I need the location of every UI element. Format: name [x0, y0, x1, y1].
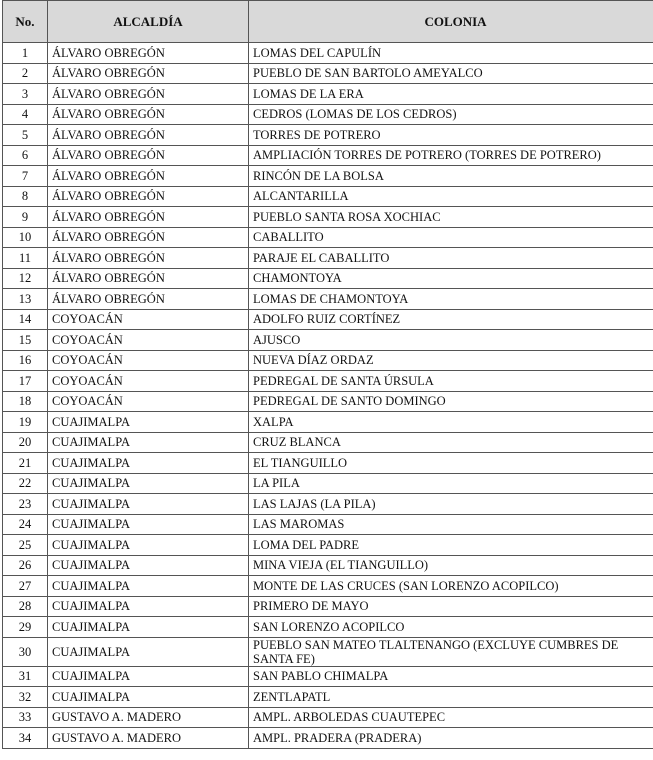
row-number: 10	[3, 227, 48, 248]
row-colonia: LOMA DEL PADRE	[249, 535, 653, 556]
table-row	[3, 617, 653, 638]
row-alcaldia: GUSTAVO A. MADERO	[48, 707, 249, 728]
row-colonia: PARAJE EL CABALLITO	[249, 248, 653, 269]
row-alcaldia: CUAJIMALPA	[48, 687, 249, 708]
row-number: 4	[3, 104, 48, 125]
row-alcaldia: CUAJIMALPA	[48, 555, 249, 576]
row-alcaldia: CUAJIMALPA	[48, 617, 249, 638]
row-number: 17	[3, 371, 48, 392]
table-row	[3, 166, 653, 187]
row-colonia: XALPA	[249, 412, 653, 433]
row-alcaldia: ÁLVARO OBREGÓN	[48, 145, 249, 166]
row-colonia: AMPLIACIÓN TORRES DE POTRERO (TORRES DE POTRERO)	[249, 145, 653, 166]
row-colonia: LAS MAROMAS	[249, 514, 653, 535]
row-colonia: LOMAS DE CHAMONTOYA	[249, 289, 653, 310]
row-alcaldia: CUAJIMALPA	[48, 473, 249, 494]
row-colonia: PUEBLO DE SAN BARTOLO AMEYALCO	[249, 63, 653, 84]
row-alcaldia: ÁLVARO OBREGÓN	[48, 84, 249, 105]
row-number: 3	[3, 84, 48, 105]
row-number: 18	[3, 391, 48, 412]
row-colonia: PEDREGAL DE SANTA ÚRSULA	[249, 371, 653, 392]
row-colonia: AJUSCO	[249, 330, 653, 351]
row-alcaldia: ÁLVARO OBREGÓN	[48, 289, 249, 310]
row-alcaldia: ÁLVARO OBREGÓN	[48, 166, 249, 187]
row-alcaldia: CUAJIMALPA	[48, 453, 249, 474]
row-colonia: AMPL. ARBOLEDAS CUAUTEPEC	[249, 707, 653, 728]
table-row	[3, 535, 653, 556]
row-number: 23	[3, 494, 48, 515]
row-number: 1	[3, 43, 48, 64]
row-alcaldia: CUAJIMALPA	[48, 596, 249, 617]
row-alcaldia: CUAJIMALPA	[48, 535, 249, 556]
table-row	[3, 576, 653, 597]
colonias-table	[2, 0, 653, 749]
row-colonia: MONTE DE LAS CRUCES (SAN LORENZO ACOPILCO)	[249, 576, 653, 597]
row-colonia: ADOLFO RUIZ CORTÍNEZ	[249, 309, 653, 330]
table-row	[3, 84, 653, 105]
table-row	[3, 104, 653, 125]
header-no: No.	[3, 1, 48, 43]
row-number: 8	[3, 186, 48, 207]
row-colonia: PEDREGAL DE SANTO DOMINGO	[249, 391, 653, 412]
row-number: 24	[3, 514, 48, 535]
row-alcaldia: ÁLVARO OBREGÓN	[48, 63, 249, 84]
row-number: 22	[3, 473, 48, 494]
table-row	[3, 514, 653, 535]
table-row	[3, 494, 653, 515]
table-row	[3, 432, 653, 453]
row-colonia: AMPL. PRADERA (PRADERA)	[249, 728, 653, 749]
row-number: 25	[3, 535, 48, 556]
row-number: 7	[3, 166, 48, 187]
row-alcaldia: COYOACÁN	[48, 391, 249, 412]
table-row	[3, 596, 653, 617]
row-colonia: MINA VIEJA (EL TIANGUILLO)	[249, 555, 653, 576]
row-number: 30	[3, 637, 48, 666]
header-alcaldia: ALCALDÍA	[48, 1, 249, 43]
table-row	[3, 371, 653, 392]
table-row	[3, 391, 653, 412]
row-number: 29	[3, 617, 48, 638]
row-colonia: NUEVA DÍAZ ORDAZ	[249, 350, 653, 371]
row-number: 27	[3, 576, 48, 597]
row-number: 11	[3, 248, 48, 269]
table-row	[3, 412, 653, 433]
row-number: 9	[3, 207, 48, 228]
table-row	[3, 248, 653, 269]
row-alcaldia: CUAJIMALPA	[48, 514, 249, 535]
row-alcaldia: ÁLVARO OBREGÓN	[48, 104, 249, 125]
table-row	[3, 637, 653, 666]
row-number: 2	[3, 63, 48, 84]
row-colonia: PUEBLO SAN MATEO TLALTENANGO (EXCLUYE CUMBRES DE SANTA FE)	[249, 637, 653, 666]
row-number: 34	[3, 728, 48, 749]
row-alcaldia: ÁLVARO OBREGÓN	[48, 207, 249, 228]
table-row	[3, 289, 653, 310]
row-alcaldia: CUAJIMALPA	[48, 637, 249, 666]
row-alcaldia: ÁLVARO OBREGÓN	[48, 186, 249, 207]
row-colonia: PRIMERO DE MAYO	[249, 596, 653, 617]
row-alcaldia: COYOACÁN	[48, 371, 249, 392]
table-row	[3, 555, 653, 576]
row-colonia: PUEBLO SANTA ROSA XOCHIAC	[249, 207, 653, 228]
row-number: 13	[3, 289, 48, 310]
row-colonia: CRUZ BLANCA	[249, 432, 653, 453]
row-alcaldia: GUSTAVO A. MADERO	[48, 728, 249, 749]
header-colonia: COLONIA	[249, 1, 653, 43]
row-colonia: LAS LAJAS (LA PILA)	[249, 494, 653, 515]
table-row	[3, 309, 653, 330]
table-row	[3, 473, 653, 494]
row-number: 31	[3, 666, 48, 687]
row-alcaldia: ÁLVARO OBREGÓN	[48, 227, 249, 248]
row-colonia: LA PILA	[249, 473, 653, 494]
table-row	[3, 728, 653, 749]
table-row	[3, 145, 653, 166]
row-alcaldia: COYOACÁN	[48, 330, 249, 351]
row-colonia: RINCÓN DE LA BOLSA	[249, 166, 653, 187]
row-number: 19	[3, 412, 48, 433]
row-alcaldia: ÁLVARO OBREGÓN	[48, 125, 249, 146]
row-number: 6	[3, 145, 48, 166]
row-colonia: CEDROS (LOMAS DE LOS CEDROS)	[249, 104, 653, 125]
row-colonia: LOMAS DE LA ERA	[249, 84, 653, 105]
row-colonia: CABALLITO	[249, 227, 653, 248]
table-row	[3, 63, 653, 84]
row-colonia: CHAMONTOYA	[249, 268, 653, 289]
row-colonia: TORRES DE POTRERO	[249, 125, 653, 146]
row-number: 28	[3, 596, 48, 617]
row-alcaldia: CUAJIMALPA	[48, 494, 249, 515]
table-row	[3, 43, 653, 64]
row-number: 15	[3, 330, 48, 351]
row-number: 33	[3, 707, 48, 728]
row-alcaldia: ÁLVARO OBREGÓN	[48, 268, 249, 289]
row-number: 26	[3, 555, 48, 576]
table-row	[3, 207, 653, 228]
table-row	[3, 687, 653, 708]
table-row	[3, 350, 653, 371]
row-alcaldia: ÁLVARO OBREGÓN	[48, 43, 249, 64]
row-alcaldia: CUAJIMALPA	[48, 666, 249, 687]
row-number: 21	[3, 453, 48, 474]
row-alcaldia: CUAJIMALPA	[48, 432, 249, 453]
table-row	[3, 707, 653, 728]
table-row	[3, 453, 653, 474]
row-number: 12	[3, 268, 48, 289]
table-row	[3, 330, 653, 351]
row-number: 14	[3, 309, 48, 330]
row-alcaldia: CUAJIMALPA	[48, 412, 249, 433]
row-alcaldia: ÁLVARO OBREGÓN	[48, 248, 249, 269]
row-colonia: ALCANTARILLA	[249, 186, 653, 207]
row-alcaldia: CUAJIMALPA	[48, 576, 249, 597]
row-colonia: LOMAS DEL CAPULÍN	[249, 43, 653, 64]
row-number: 32	[3, 687, 48, 708]
row-alcaldia: COYOACÁN	[48, 309, 249, 330]
row-colonia: ZENTLAPATL	[249, 687, 653, 708]
table-row	[3, 186, 653, 207]
row-colonia: SAN LORENZO ACOPILCO	[249, 617, 653, 638]
table-row	[3, 268, 653, 289]
table-header-row	[3, 1, 653, 43]
table-row	[3, 666, 653, 687]
row-colonia: SAN PABLO CHIMALPA	[249, 666, 653, 687]
table-row	[3, 125, 653, 146]
row-colonia: EL TIANGUILLO	[249, 453, 653, 474]
row-number: 16	[3, 350, 48, 371]
row-number: 20	[3, 432, 48, 453]
table-row	[3, 227, 653, 248]
row-number: 5	[3, 125, 48, 146]
row-alcaldia: COYOACÁN	[48, 350, 249, 371]
